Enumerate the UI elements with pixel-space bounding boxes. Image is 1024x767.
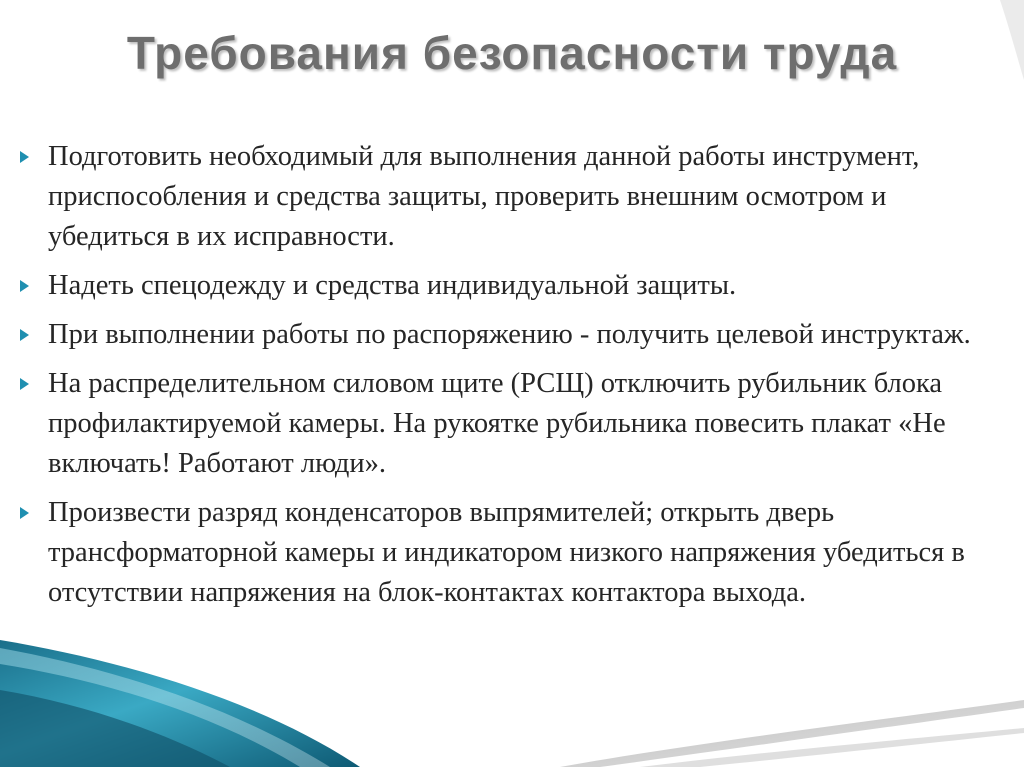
- list-item: [20, 315, 980, 355]
- bullet-text: На распределительном силовом щите (РСЩ) отключить рубильник блока профилактируемой камеры. На рукоятке рубильника повесить плакат «Не включать! Работают люди».: [48, 368, 946, 479]
- bullet-text: При выполнении работы по распоряжению - получить целевой инструктаж.: [48, 319, 971, 350]
- triangle-bullet-icon: [20, 329, 29, 341]
- triangle-bullet-icon: [20, 280, 29, 292]
- bullet-text: Подготовить необходимый для выполнения данной работы инструмент, приспособления и средства защиты, проверить внешним осмотром и убедиться в их исправности.: [48, 141, 920, 252]
- bullet-text: Надеть спецодежду и средства индивидуальной защиты.: [48, 270, 737, 301]
- triangle-bullet-icon: [20, 378, 29, 390]
- slide-title: Требования безопасности труда: [126, 27, 898, 79]
- triangle-bullet-icon: [20, 151, 29, 163]
- list-item: [20, 493, 980, 613]
- list-item: [20, 364, 980, 484]
- list-item: [20, 137, 980, 257]
- list-item: [20, 266, 980, 306]
- bullet-text: Произвести разряд конденсаторов выпрямителей; открыть дверь трансформаторной камеры и индикатором низкого напряжения убедиться в отсутствии напряжения на блок-контактах контактора выхода.: [48, 497, 965, 608]
- triangle-bullet-icon: [20, 507, 29, 519]
- bullet-list: [20, 137, 980, 622]
